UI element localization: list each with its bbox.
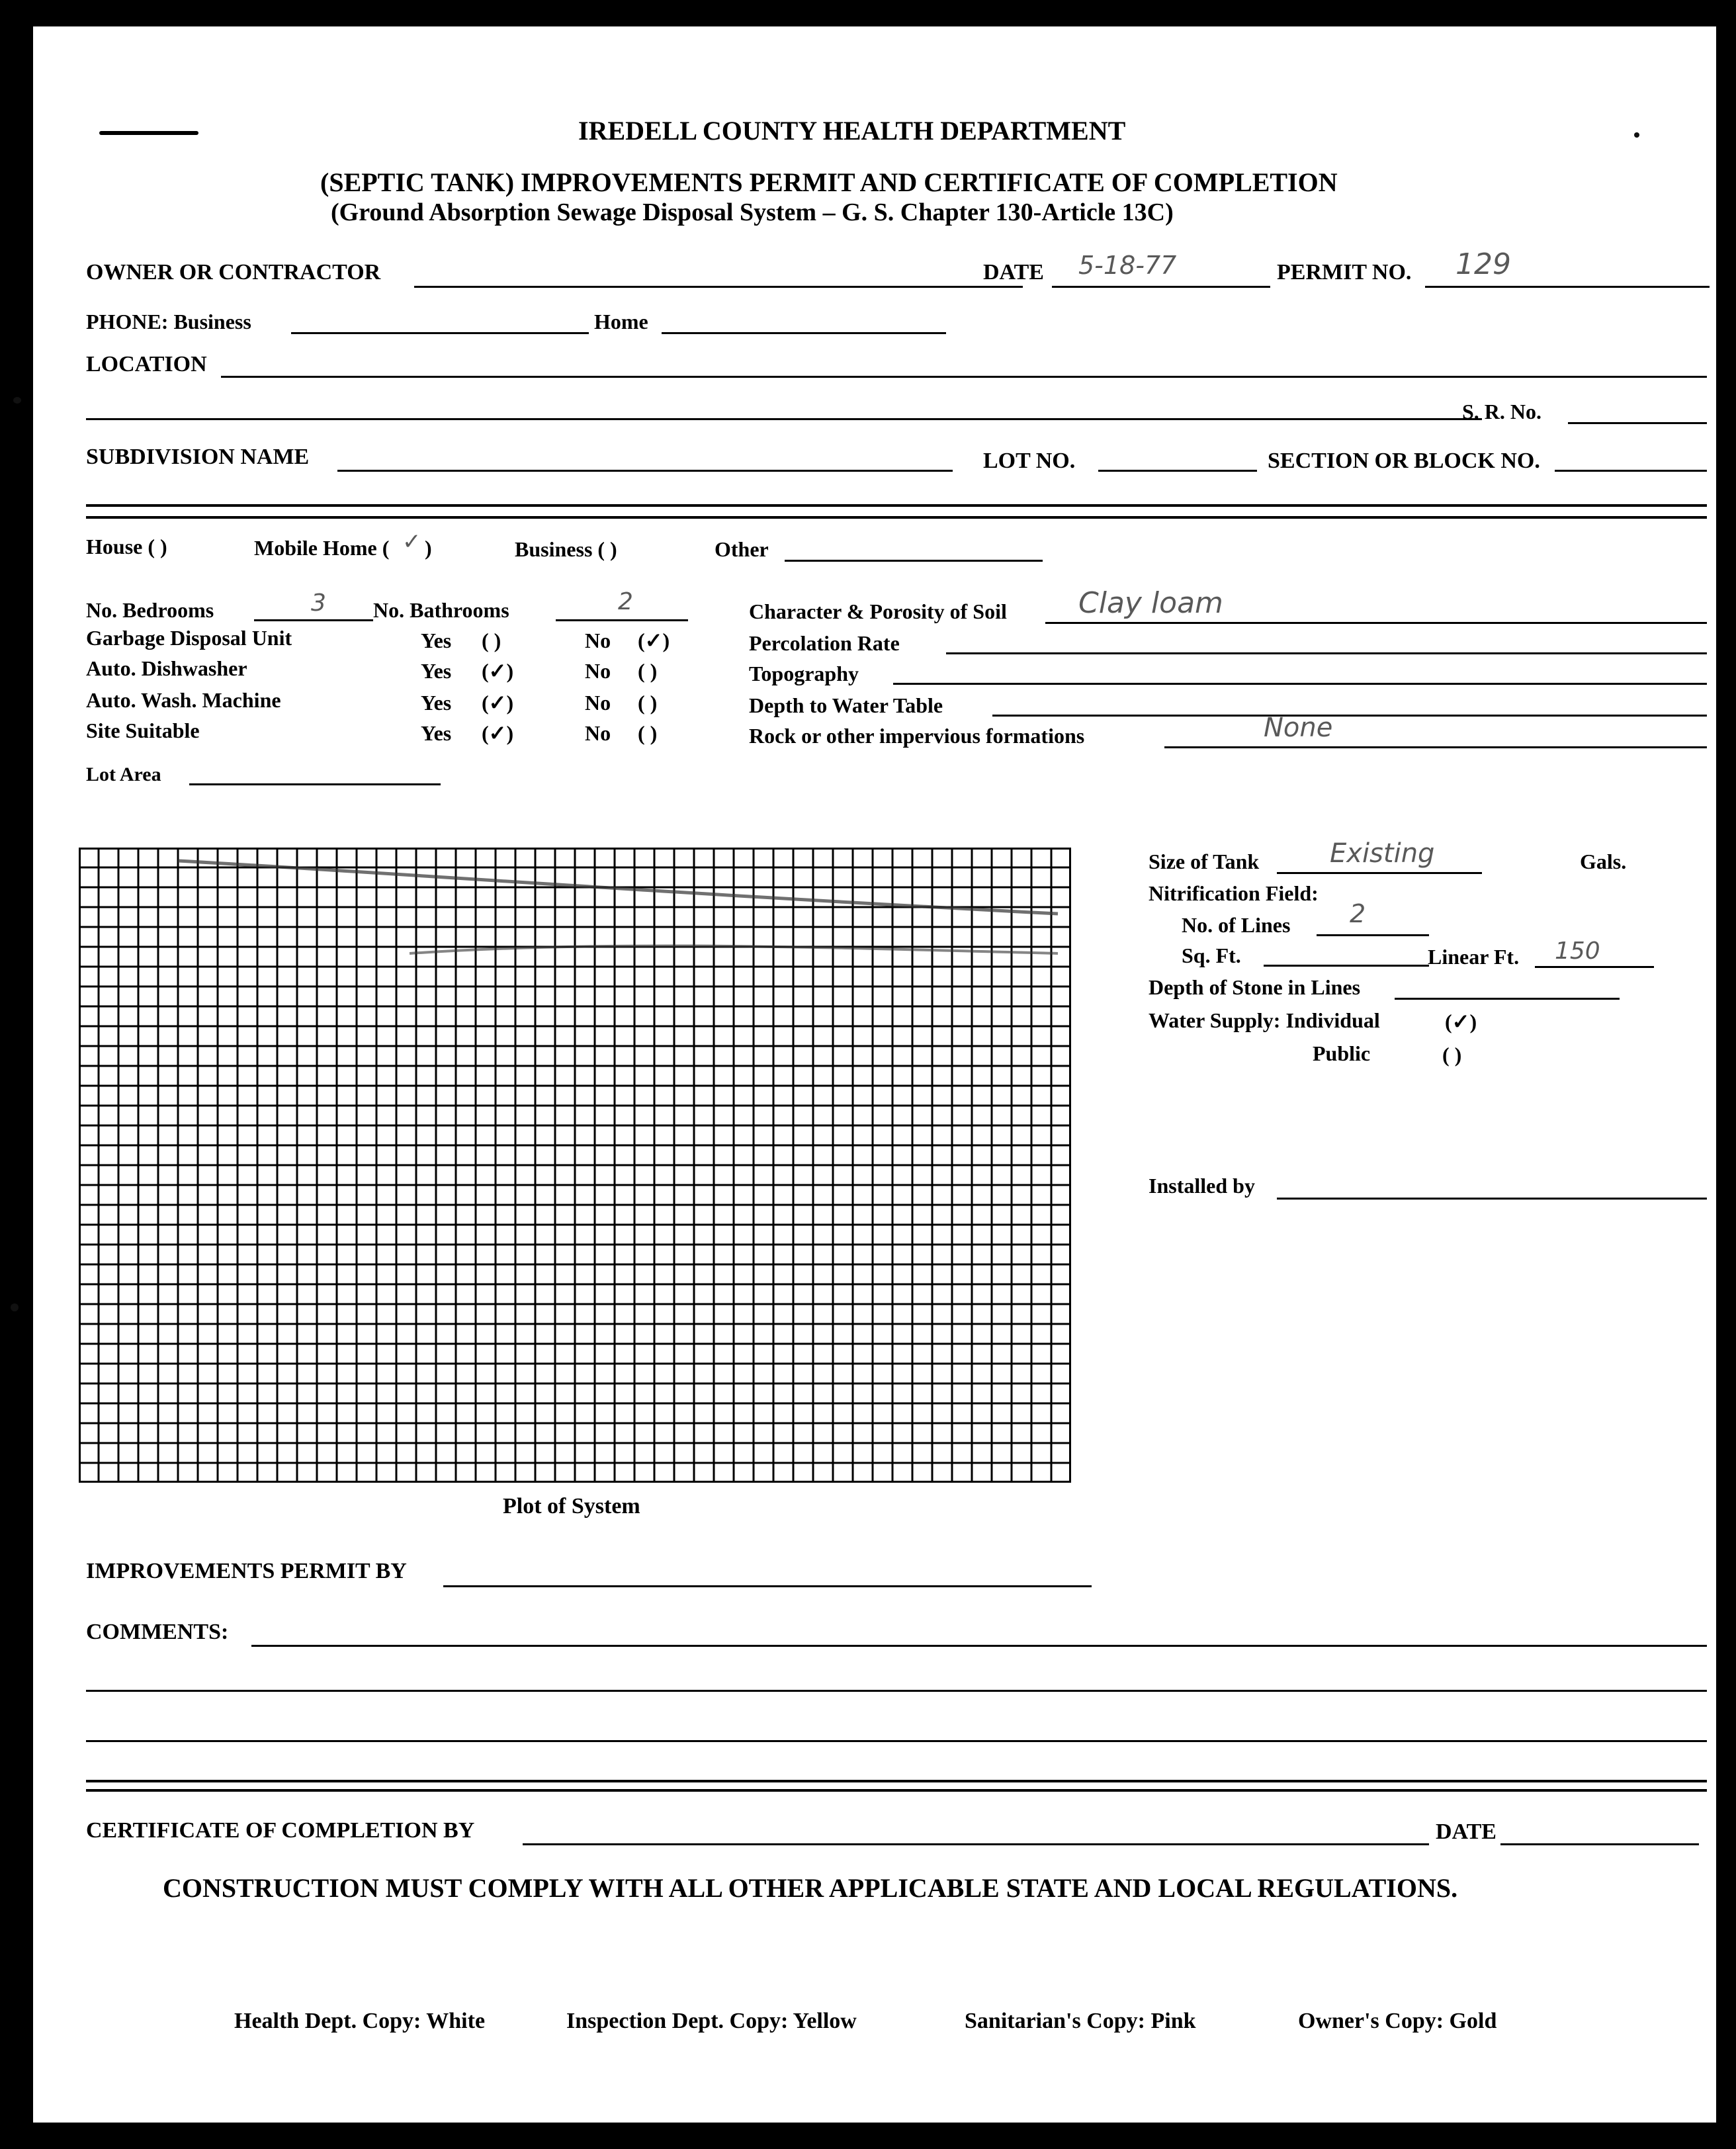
section-divider (86, 516, 1707, 519)
individual-box[interactable]: (✓) (1445, 1010, 1477, 1033)
dishwasher-no: No (585, 659, 611, 683)
garbage-disposal-yes: Yes (421, 629, 452, 652)
bedrooms-field (254, 619, 373, 621)
site-suitable-label: Site Suitable (86, 719, 200, 742)
scan-speck (11, 1303, 19, 1311)
tank-size-label: Size of Tank (1149, 850, 1260, 873)
certificate-field[interactable] (523, 1843, 1429, 1845)
dishwasher-yes: Yes (421, 659, 452, 683)
dishwasher-label: Auto. Dishwasher (86, 656, 247, 680)
plot-grid[interactable] (79, 848, 1071, 1483)
lot-area-field[interactable] (189, 783, 441, 785)
owner-field[interactable] (414, 286, 1023, 288)
permit-field (1425, 286, 1710, 288)
wash-machine-yes-box[interactable]: (✓) (482, 691, 514, 715)
mobile-home-check: ✓ (402, 529, 421, 555)
percolation-label: Percolation Rate (749, 631, 900, 655)
tank-size-value[interactable]: Existing (1330, 838, 1435, 869)
section-divider (86, 1780, 1707, 1782)
form-title: (SEPTIC TANK) IMPROVEMENTS PERMIT AND CERTIFICATE OF COMPLETION (320, 167, 1338, 197)
location-label: LOCATION (86, 352, 207, 376)
rock-field (1164, 746, 1707, 748)
site-suitable-no: No (585, 721, 611, 745)
linear-ft-field (1535, 966, 1654, 968)
home-phone-label: Home (594, 310, 648, 333)
nitrification-label: Nitrification Field: (1149, 881, 1319, 905)
installed-by-label: Installed by (1149, 1174, 1255, 1198)
comments-field-3[interactable] (86, 1740, 1707, 1742)
improvements-permit-field[interactable] (443, 1585, 1092, 1587)
house-option[interactable]: House ( ) (86, 535, 167, 558)
garbage-disposal-label: Garbage Disposal Unit (86, 626, 292, 650)
linear-ft-value[interactable]: 150 (1555, 938, 1600, 965)
sr-field[interactable] (1568, 422, 1707, 424)
tank-size-field (1277, 872, 1482, 874)
public-box[interactable]: ( ) (1442, 1043, 1462, 1067)
gals-label: Gals. (1580, 850, 1627, 873)
mobile-home-option[interactable]: Mobile Home ( (254, 536, 390, 560)
plot-caption: Plot of System (503, 1494, 640, 1518)
bedrooms-value[interactable]: 3 (311, 590, 326, 617)
dishwasher-no-box[interactable]: ( ) (638, 659, 658, 683)
wash-machine-no-box[interactable]: ( ) (638, 691, 658, 715)
scan-speck (13, 397, 21, 404)
comments-label: COMMENTS: (86, 1620, 229, 1644)
other-field[interactable] (785, 560, 1043, 562)
copy-inspection-dept: Inspection Dept. Copy: Yellow (566, 2009, 857, 2033)
topography-label: Topography (749, 662, 859, 685)
site-suitable-no-box[interactable]: ( ) (638, 721, 658, 745)
stone-depth-label: Depth of Stone in Lines (1149, 975, 1361, 999)
copy-health-dept: Health Dept. Copy: White (234, 2009, 486, 2033)
water-supply-label: Water Supply: Individual (1149, 1008, 1380, 1032)
business-option[interactable]: Business ( ) (515, 537, 617, 561)
improvements-permit-label: IMPROVEMENTS PERMIT BY (86, 1559, 407, 1583)
section-label: SECTION OR BLOCK NO. (1268, 449, 1540, 473)
comments-field-2[interactable] (86, 1690, 1707, 1692)
date-label: DATE (983, 260, 1044, 285)
linear-ft-label: Linear Ft. (1428, 945, 1520, 969)
garbage-disposal-no: No (585, 629, 611, 652)
mobile-home-close: ) (425, 536, 432, 560)
sqft-field[interactable] (1264, 965, 1429, 967)
topography-field[interactable] (893, 683, 1707, 685)
lines-field (1317, 934, 1429, 936)
lines-label: No. of Lines (1182, 913, 1291, 937)
permit-label: PERMIT NO. (1277, 260, 1412, 285)
rock-label: Rock or other impervious formations (749, 724, 1085, 748)
permit-value[interactable]: 129 (1455, 247, 1511, 281)
lines-value[interactable]: 2 (1350, 899, 1366, 928)
garbage-disposal-no-box[interactable]: (✓) (638, 629, 670, 652)
site-suitable-yes-box[interactable]: (✓) (482, 721, 514, 745)
copy-owner: Owner's Copy: Gold (1298, 2009, 1497, 2033)
soil-label: Character & Porosity of Soil (749, 599, 1007, 623)
other-option: Other (715, 537, 769, 561)
completion-date-field[interactable] (1500, 1843, 1699, 1845)
wash-machine-yes: Yes (421, 691, 452, 715)
subdivision-label: SUBDIVISION NAME (86, 445, 310, 469)
stone-depth-field[interactable] (1395, 998, 1620, 1000)
site-suitable-yes: Yes (421, 721, 452, 745)
form-subtitle: (Ground Absorption Sewage Disposal System – G. S. Chapter 130-Article 13C) (331, 198, 1174, 226)
bathrooms-value[interactable]: 2 (618, 588, 633, 615)
wash-machine-no: No (585, 691, 611, 715)
date-field (1052, 286, 1270, 288)
comments-field-1[interactable] (251, 1645, 1707, 1647)
sr-label: S. R. No. (1462, 400, 1542, 423)
garbage-disposal-yes-box[interactable]: ( ) (482, 629, 501, 652)
soil-field (1045, 622, 1707, 624)
installed-by-field[interactable] (1277, 1198, 1707, 1200)
copy-sanitarian: Sanitarian's Copy: Pink (965, 2009, 1196, 2033)
phone-business-label: PHONE: Business (86, 310, 251, 333)
completion-date-label: DATE (1436, 1820, 1497, 1844)
soil-value[interactable]: Clay loam (1078, 586, 1223, 620)
water-table-field[interactable] (992, 715, 1707, 717)
wash-machine-label: Auto. Wash. Machine (86, 688, 281, 712)
business-phone-field[interactable] (291, 332, 589, 334)
location-field-2[interactable] (86, 418, 1482, 420)
water-table-label: Depth to Water Table (749, 693, 943, 717)
home-phone-field[interactable] (662, 332, 946, 334)
scan-speck (1634, 132, 1639, 138)
compliance-notice: CONSTRUCTION MUST COMPLY WITH ALL OTHER APPLICABLE STATE AND LOCAL REGULATIONS. (163, 1873, 1458, 1903)
section-field[interactable] (1555, 470, 1707, 472)
rock-value[interactable]: None (1264, 713, 1333, 743)
permit-form (33, 26, 1716, 2123)
owner-label: OWNER OR CONTRACTOR (86, 260, 381, 285)
subdivision-field[interactable] (337, 470, 953, 472)
public-label: Public (1313, 1041, 1371, 1065)
date-value[interactable]: 5-18-77 (1078, 251, 1177, 280)
sqft-label: Sq. Ft. (1182, 943, 1241, 967)
dishwasher-yes-box[interactable]: (✓) (482, 659, 514, 683)
bathrooms-field (556, 619, 688, 621)
certificate-label: CERTIFICATE OF COMPLETION BY (86, 1818, 475, 1843)
department-title: IREDELL COUNTY HEALTH DEPARTMENT (578, 116, 1126, 146)
scan-mark (99, 131, 198, 135)
section-divider (86, 504, 1707, 507)
section-divider (86, 1789, 1707, 1792)
lot-area-label: Lot Area (86, 764, 161, 785)
location-field[interactable] (221, 376, 1707, 378)
percolation-field[interactable] (946, 652, 1707, 654)
bedrooms-label: No. Bedrooms (86, 598, 214, 622)
bathrooms-label: No. Bathrooms (373, 598, 509, 622)
lot-field[interactable] (1098, 470, 1257, 472)
lot-label: LOT NO. (983, 449, 1076, 473)
